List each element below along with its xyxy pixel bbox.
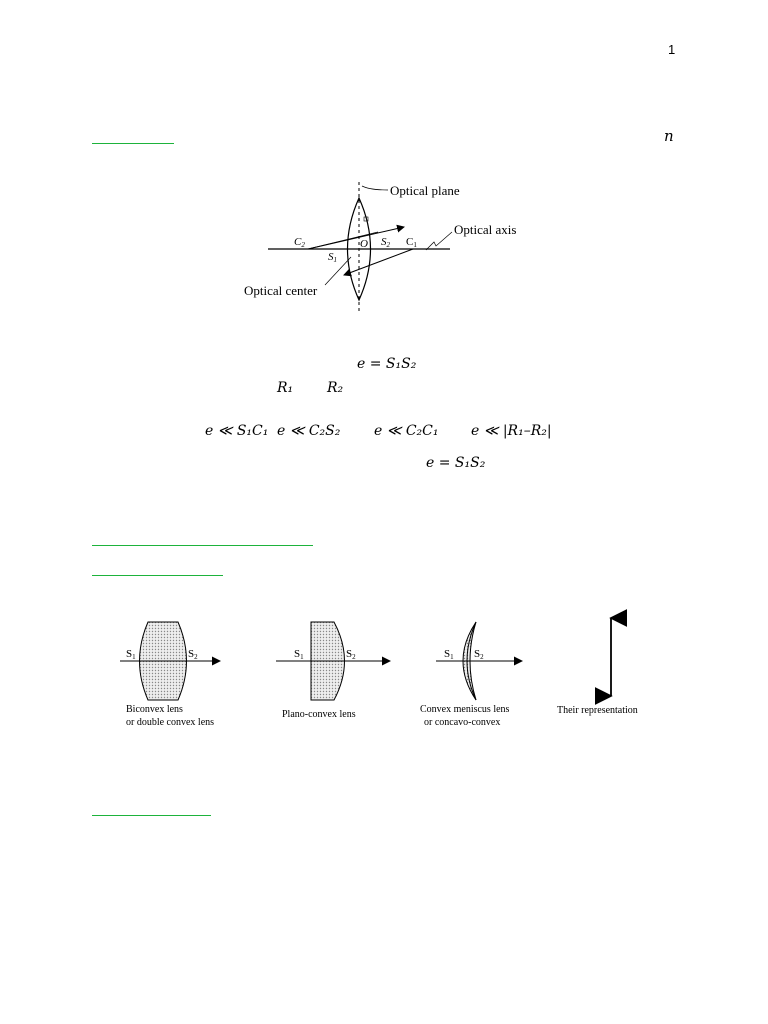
- optical-axis-label: Optical axis: [454, 222, 517, 237]
- ray-2: [344, 249, 413, 275]
- representation-label: Their representation: [557, 705, 638, 716]
- condition-3: e ≪ C₂C₁: [374, 423, 439, 439]
- thickness-equation-2: e = S₁S₂: [426, 455, 486, 471]
- section-heading-underline: [92, 143, 174, 144]
- meniscus-s1: S1: [444, 648, 454, 661]
- biconvex-label-2: or double convex lens: [126, 717, 215, 728]
- label-s2: S2: [381, 236, 390, 249]
- optical-center-label: Optical center: [244, 283, 318, 298]
- condition-2: e ≪ C₂S₂: [277, 423, 341, 439]
- condition-1: e ≪ S₁C₁: [205, 423, 269, 439]
- biconvex-s1: S1: [126, 648, 136, 661]
- optical-plane-leader: [362, 186, 388, 190]
- plano-s1: S1: [294, 648, 304, 661]
- radius-r1: R₁: [277, 380, 294, 396]
- label-c1: C1: [406, 236, 417, 249]
- subsection-heading-underline: [92, 575, 223, 576]
- thickness-equation: e = S₁S₂: [357, 356, 417, 372]
- section-heading-underline-3: [92, 815, 211, 816]
- plano-s2: S2: [346, 648, 356, 661]
- label-c2: C2: [294, 236, 305, 249]
- optical-axis-leader: [426, 232, 452, 250]
- thin-lens-diagram: [230, 172, 550, 317]
- radius-r2: R₂: [327, 380, 344, 396]
- meniscus-label-2: or concavo-convex: [424, 717, 501, 728]
- optical-plane-label: Optical plane: [390, 183, 460, 198]
- section-heading-underline-2: [92, 545, 313, 546]
- meniscus-s2: S2: [474, 648, 484, 661]
- label-o: O: [360, 238, 368, 250]
- meniscus-label-1: Convex meniscus lens: [420, 704, 510, 715]
- label-s1: S1: [328, 251, 337, 264]
- biconvex-s2: S2: [188, 648, 198, 661]
- plano-convex-label: Plano-convex lens: [282, 709, 356, 720]
- biconvex-label-1: Biconvex lens: [126, 704, 183, 715]
- converging-lenses-diagram: [118, 606, 658, 736]
- condition-4: e ≪ |R₁–R₂|: [471, 423, 552, 439]
- page-number: 1: [668, 42, 676, 57]
- refractive-index-symbol: n: [664, 127, 674, 145]
